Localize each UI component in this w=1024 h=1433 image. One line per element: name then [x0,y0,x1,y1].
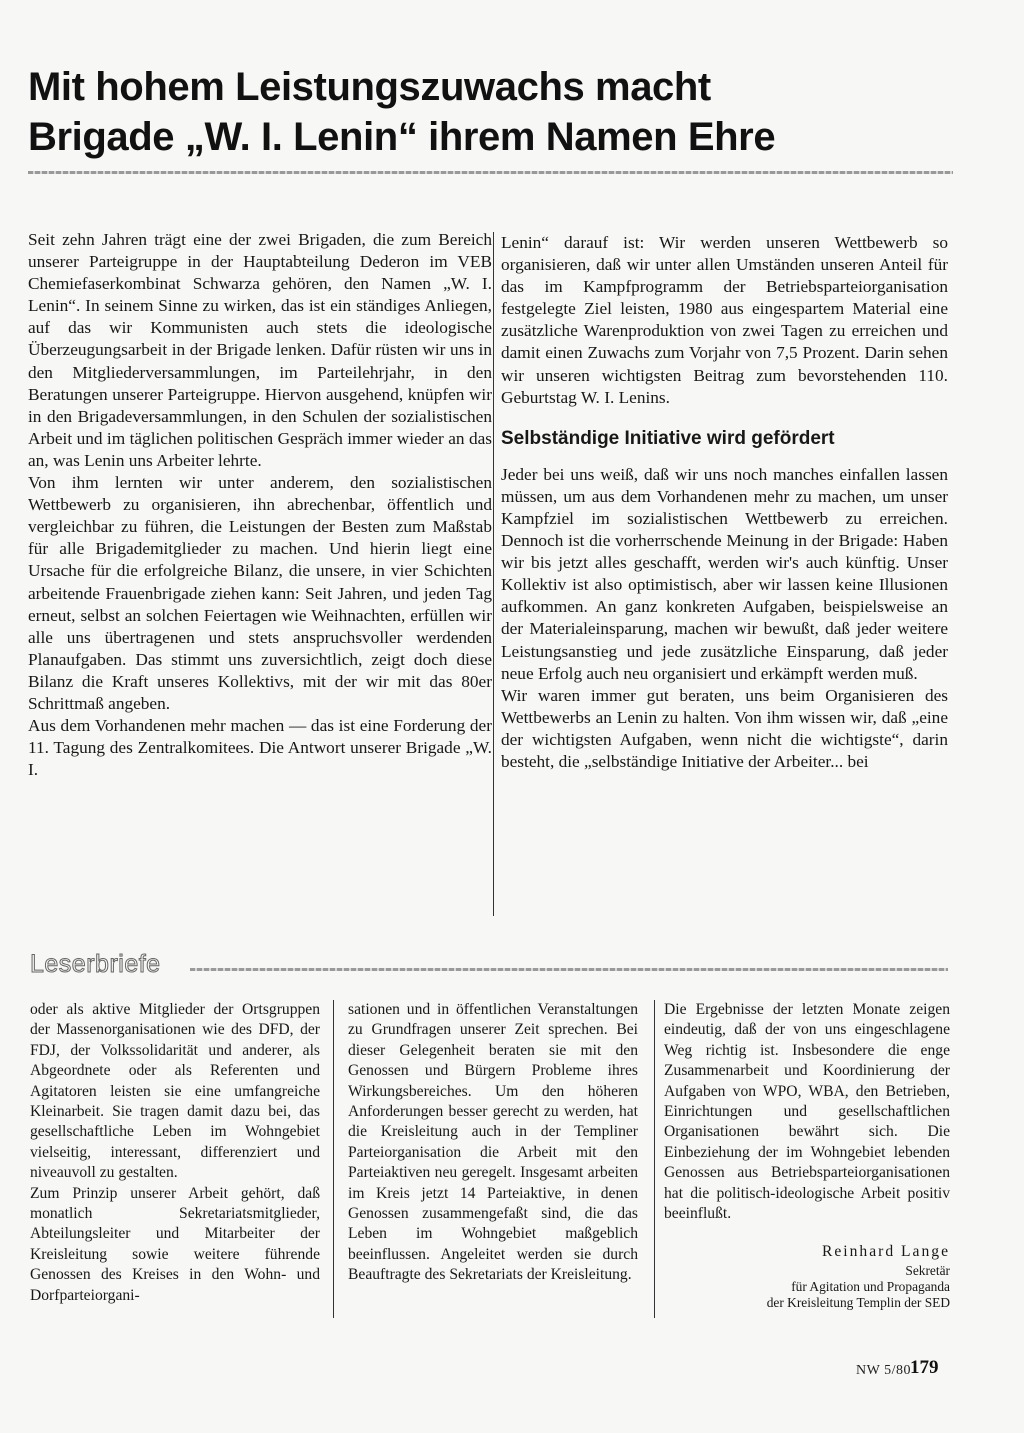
letter-paragraph: oder als aktive Mitglieder der Ortsgruppen der Massenorganisationen wie des DFD, der FDJ, der Volkssolidarität und anderer, als Abgeordnete oder als Referenten und Agitatoren leisten sie eine umfangreiche Kleinarbeit. Sie tragen damit dazu bei, das gesellschaftliche Leben im Wohngebiet vielseitig, interessant, differenziert und niveauvoll zu gestalten. [30,1001,320,1182]
letters-column-1 [30,1000,320,1306]
article-paragraph: Aus dem Vorhandenen mehr machen — das ist eine Forderung der 11. Tagung des Zentralkomitees. Die Antwort unserer Brigade „W. I. [28,716,492,780]
article-paragraph: Lenin“ darauf ist: Wir werden unseren Wettbewerb so organisieren, daß wir unter allen Umständen unseren Anteil für das im Kampfprogramm der Betriebsparteiorganisation festgelegte Ziel leisten, 1980 aus eingespartem Material eine zusätzliche Warenproduktion von zwei Tagen zu erreichen und damit einen Zuwachs zum Vorjahr von 7,5 Prozent. Darin sehen wir unseren wichtigsten Beitrag zum bevorstehenden 110. Geburtstag W. I. Lenins. [501,233,948,407]
title-line-2: Brigade „W. I. Lenin“ ihrem Namen Ehre [28,115,776,159]
signature-name: Reinhard Lange [821,1243,950,1261]
title-line-1: Mit hohem Leistungszuwachs macht [28,65,711,109]
page-number: 179 [910,1357,939,1378]
signature-role: für Agitation und Propaganda [791,1278,950,1294]
signature-role: der Kreisleitung Templin der SED [766,1294,950,1310]
article-paragraph: Jeder bei uns weiß, daß wir uns noch manches einfallen lassen müssen, um aus dem Vorhandenen mehr zu machen, um unser Kampfziel im sozialistischen Wettbewerb zu erreichen. Dennoch ist die vorherrschende Meinung in der Brigade: Haben wir bis jetzt alles geschafft, werden wir's auch künftig. Unser Kollektiv ist also optimistisch, aber wir lassen keine Illusionen aufkommen. An ganz konkreten Aufgaben, beispielsweise an der Materialeinsparung, machen wir bewußt, daß jeder weitere Leistungsanstieg und jede zusätzliche Einsparung, daß jeder neue Erfolg auch neu organisiert und erkämpft werden muß. [501,464,948,683]
letter-paragraph: Zum Prinzip unserer Arbeit gehört, daß monatlich Sekretariatsmitglieder, Abteilungsleiter und Mitarbeiter der Kreisleitung sowie weitere führende Genossen des Kreises in den Wohn- und Dorfparteiorgani- [30,1184,320,1304]
letters-column-3 [664,1000,950,1311]
letters-column-2 [348,1000,638,1286]
article-column-1 [28,229,492,781]
article-column-2 [501,232,948,773]
section-label-leserbriefe: Leserbriefe [30,950,161,978]
article-paragraph: Seit zehn Jahren trägt eine der zwei Brigaden, die zum Bereich unserer Parteigruppe in der Hauptabteilung Dederon im VEB Chemiefaserkombinat Schwarza gehören, den Namen „W. I. Lenin“. In seinem Sinne zu wirken, das ist ein ständiges Anliegen, auf das wir Kommunisten auch stets die ideologische Überzeugungsarbeit in der Brigade lenken. Dafür rüsten wir uns in den Mitgliederversammlungen, im Parteilehrjahr, in den Beratungen unserer Parteigruppe. Hiervon ausgehend, knüpfen wir in den Brigadeversammlungen, in den Schulen der sozialistischen Arbeit und im täglichen politischen Gespräch immer wieder an das an, was Lenin uns Arbeiter lehrte. [28,230,492,470]
signature-role: Sekretär [905,1262,950,1278]
column-divider [654,1000,655,1318]
title-divider [28,171,953,174]
letter-paragraph: sationen und in öffentlichen Veranstaltungen zu Grundfragen unserer Zeit sprechen. Bei dieser Gelegenheit beraten sie mit den Genossen und Bürgern Probleme ihres Wirkungsbereiches. Um den höheren Anforderungen besser gerecht zu werden, hat die Kreisleitung auch in der Templiner Parteiorganisation die Arbeit mit den Parteiaktiven neu geregelt. Insgesamt arbeiten im Kreis jetzt 14 Parteiaktive, in denen Genossen zusammengefaßt sind, die das Leben im Wohngebiet maßgeblich beeinflussen. Angeleitet werden sie durch Beauftragte des Sekretariats der Kreisleitung. [348,1001,638,1284]
section-divider [190,968,948,971]
article-title [28,62,988,162]
article-paragraph: Von ihm lernten wir unter anderem, den sozialistischen Wettbewerb zu organisieren, ihn abrechenbar, öffentlich und vergleichbar zu führen, die Leistungen der Besten zum Maßstab für alle Brigademitglieder zu machen. Und hierin liegt eine Ursache für die erfolgreiche Bilanz, die unsere, in vier Schichten arbeitende Frauenbrigade ziehen kann: Seit Jahren, und jeden Tag erneut, selbst an solchen Feiertagen wie Weihnachten, erfüllen wir alle uns übertragenen und stets anspruchsvoller werdenden Planaufgaben. Das stimmt uns zuversichtlich, zeigt doch diese Bilanz die Kraft unseres Kollektivs, mit der wir mit das 80er Schrittmaß angeben. [28,473,492,713]
column-divider [493,232,494,916]
column-divider [333,1000,334,1318]
letter-paragraph: Die Ergebnisse der letzten Monate zeigen eindeutig, daß der von uns eingeschlagene Weg richtig ist. Insbesondere die enge Zusammenarbeit und Koordinierung der Aufgaben von WPO, WBA, den Betrieben, Einrichtungen und gesellschaftlichen Organisationen bewährt sich. Die Einbeziehung der im Wohngebiet lebenden Genossen aus Betriebsparteiorganisationen hat die politisch-ideologische Arbeit positiv beeinflußt. [664,1001,950,1223]
article-subheading: Selbständige Initiative wird gefördert [501,427,835,449]
letter-signature [664,1242,950,1310]
article-paragraph: Wir waren immer gut beraten, uns beim Organisieren des Wettbewerbs an Lenin zu halten. Von ihm wissen wir, daß „eine der wichtigsten Aufgaben, wenn nicht die wichtigste“, darin besteht, die „selbständige Initiative der Arbeiter... bei [501,685,948,771]
issue-number: NW 5/80 [856,1363,911,1378]
